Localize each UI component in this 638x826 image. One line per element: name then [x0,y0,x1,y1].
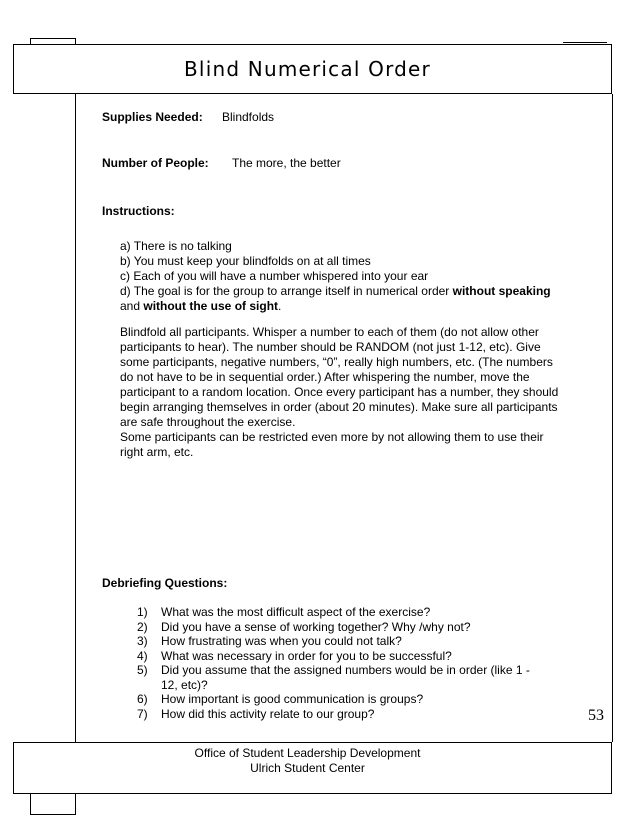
question-row [137,663,577,678]
question-text: 12, etc)? [161,677,208,692]
question-number: 2) [137,619,148,634]
question-text: Did you have a sense of working together? Why /why not? [161,619,471,634]
supplies-label: Supplies Needed: [102,110,203,124]
question-number: 1) [137,605,148,619]
people-label: Number of People: [102,156,209,170]
paragraph-line: begin arranging themselves in order (about 20 minutes). Make sure all participants [120,400,558,414]
title-box [13,44,612,94]
question-number: 4) [137,648,148,663]
instruction-d-end: . [278,299,282,313]
instruction-item: c) Each of you will have a number whispered into your ear [120,269,429,283]
question-number: 7) [137,706,148,721]
paragraph-line: participant to a random location. Once every participant has a number, they should [120,385,559,399]
instruction-d-bold-speaking: without speaking [452,284,551,298]
question-number [137,678,161,693]
frame-right-vertical [612,94,613,742]
paragraph-line: are safe throughout the exercise. [120,415,296,429]
instruction-item: b) You must keep your blindfolds on at all times [120,254,371,268]
instruction-d-text: d) The goal is for the group to arrange itself in numerical order [120,284,453,298]
instruction-item-d [120,284,590,299]
frame-right-tab [563,42,607,43]
page-number: 53 [588,707,604,724]
instruction-d-and: and [120,299,144,313]
frame-left-vertical [75,94,76,742]
question-number: 3) [137,634,148,648]
paragraph-line: some participants, negative numbers, “0”, really high numbers, etc. (The numbers [120,355,553,369]
question-text: What was the most difficult aspect of the exercise? [161,605,431,619]
footer-office: Office of Student Leadership Development [194,746,421,760]
supplies-value: Blindfolds [222,110,275,124]
question-number: 5) [137,663,148,677]
question-row [137,692,577,707]
question-row [137,620,577,635]
footer-location: Ulrich Student Center [250,761,365,775]
people-value: The more, the better [232,156,341,170]
debriefing-questions [137,605,577,721]
instruction-item-d-cont [120,299,590,314]
question-row [137,678,577,693]
instructions-list [120,239,590,314]
question-row [137,649,577,664]
instructions-paragraph [120,325,590,460]
instruction-item: a) There is no talking [120,239,232,253]
question-number: 6) [137,692,148,706]
footer [13,742,612,794]
question-text: How important is good communication is groups? [161,692,424,706]
question-text: How frustrating was when you could not talk? [161,634,402,648]
question-row [137,605,577,620]
paragraph-line: Some participants can be restricted even more by not allowing them to use their [120,430,544,444]
paragraph-line: participants to hear). The number should be RANDOM (not just 1-12, etc). Give [120,340,541,354]
instruction-d-bold-sight: without the use of sight [143,299,279,313]
question-text: Did you assume that the assigned numbers would be in order (like 1 - [161,663,530,677]
paragraph-line: Blindfold all participants. Whisper a number to each of them (do not allow other [120,325,539,339]
paragraph-line: right arm, etc. [120,445,194,459]
debriefing-label: Debriefing Questions: [102,576,228,590]
question-text: What was necessary in order for you to be successful? [161,648,452,663]
frame-bottom-tab [30,814,76,815]
paragraph-line: do not have to be in sequential order.) After whispering the number, move the [120,370,530,384]
question-row [137,634,577,649]
question-row [137,707,577,722]
frame-top-tab [30,38,76,39]
page-title: Blind Numerical Order [184,57,431,81]
frame-bottom-tab-left [30,794,31,814]
question-text: How did this activity relate to our group? [161,706,375,721]
frame-bottom-tab-right [75,794,76,814]
instructions-label: Instructions: [102,204,175,218]
